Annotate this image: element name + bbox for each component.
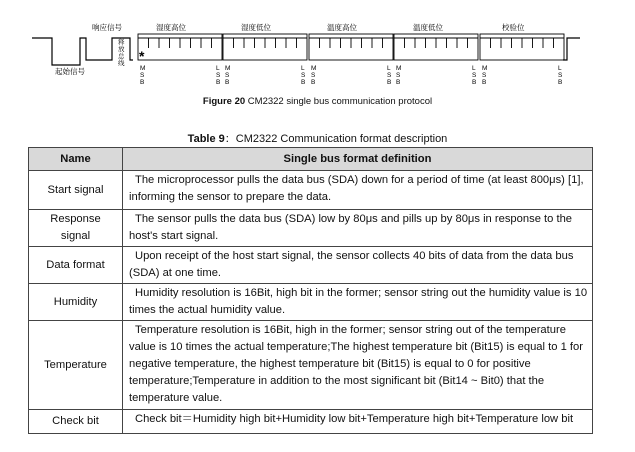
lsb-label: B [301, 79, 306, 86]
msb-label: M [396, 65, 402, 72]
figure-title: CM2322 single bus communication protocol [245, 96, 433, 107]
msb-label: M [482, 65, 488, 72]
table-row [29, 284, 593, 321]
row-definition: Check bit＝Humidity high bit+Humidity low bit+Temperature high bit+Temperature low bit [123, 410, 593, 434]
row-definition: Upon receipt of the host start signal, the sensor collects 40 bits of data from the data bus (SDA) at one time. [123, 247, 593, 284]
figure-number: Figure 20 [202, 96, 246, 107]
release-bus-char-1: 释 [118, 38, 125, 46]
humidity-high-label: 湿度高位 [156, 23, 186, 32]
asterisk-mark: * [139, 48, 145, 64]
lsb-label: B [216, 79, 221, 86]
lsb-label: S [558, 72, 563, 79]
lsb-label: L [387, 65, 391, 72]
msb-label: B [396, 79, 401, 86]
table-row [29, 247, 593, 284]
msb-label: S [140, 72, 145, 79]
humidity-low-label: 湿度低位 [241, 23, 271, 32]
format-table [28, 147, 593, 434]
table-row [29, 210, 593, 247]
timing-diagram [0, 0, 635, 110]
release-bus-char-3: 总 [118, 52, 125, 60]
lsb-label: S [216, 72, 221, 79]
row-name: Check bit [29, 410, 123, 434]
table-caption [0, 130, 635, 146]
msb-label: B [311, 79, 316, 86]
msb-label: S [225, 72, 230, 79]
msb-label: M [311, 65, 317, 72]
msb-label: M [225, 65, 231, 72]
table-header-row [29, 148, 593, 171]
lsb-label: S [301, 72, 306, 79]
row-definition: The microprocessor pulls the data bus (SDA) down for a period of time (at least 800μs) [1], informing the sensor to prepare the data. [123, 171, 593, 210]
release-bus-char-4: 线 [118, 59, 125, 67]
row-name: Temperature [29, 321, 123, 410]
table-row [29, 410, 593, 434]
figure-caption [0, 96, 635, 107]
row-definition: The sensor pulls the data bus (SDA) low by 80μs and pills up by 80μs in response to the host's start signal. [123, 210, 593, 247]
table-row [29, 321, 593, 410]
msb-label: S [396, 72, 401, 79]
release-bus-char-2: 放 [118, 45, 125, 53]
table-row [29, 171, 593, 210]
msb-label: B [225, 79, 230, 86]
lsb-label: L [472, 65, 476, 72]
msb-label: S [311, 72, 316, 79]
checksum-label: 校验位 [502, 23, 525, 32]
row-definition: Temperature resolution is 16Bit, high in the former; sensor string out of the temperature value is 10 times the actual temperature;The highest temperature bit (Bit15) is equal to 1 for negative temperature, the highest temperature bit (Bit15) is equal to 0 for positive temperature;Temperature in addition to the most significant bit (Bit14 ~ Bit0) that the temperature value. [123, 321, 593, 410]
lsb-label: L [558, 65, 562, 72]
row-name: Start signal [29, 171, 123, 210]
lsb-label: B [558, 79, 563, 86]
msb-label: S [482, 72, 487, 79]
row-name: Humidity [29, 284, 123, 321]
msb-label: B [140, 79, 145, 86]
table-number: Table 9 [187, 133, 225, 145]
header-name: Name [29, 148, 123, 171]
table-title: ：CM2322 Communication format description [224, 133, 448, 145]
msb-label: M [140, 65, 146, 72]
lsb-label: S [472, 72, 477, 79]
msb-label: B [482, 79, 487, 86]
row-definition: Humidity resolution is 16Bit, high bit in the former; sensor string out the humidity value is 10 times the actual humidity value. [123, 284, 593, 321]
response-signal-label: 响应信号 [92, 23, 122, 32]
row-name: Response signal [29, 210, 123, 247]
temperature-low-label: 温度低位 [413, 23, 443, 32]
lsb-label: S [387, 72, 392, 79]
lsb-label: L [301, 65, 305, 72]
header-definition: Single bus format definition [123, 148, 593, 171]
lsb-label: B [387, 79, 392, 86]
lsb-label: B [472, 79, 477, 86]
temperature-high-label: 温度高位 [327, 23, 357, 32]
lsb-label: L [216, 65, 220, 72]
row-name: Data format [29, 247, 123, 284]
start-signal-label: 起始信号 [55, 67, 85, 76]
